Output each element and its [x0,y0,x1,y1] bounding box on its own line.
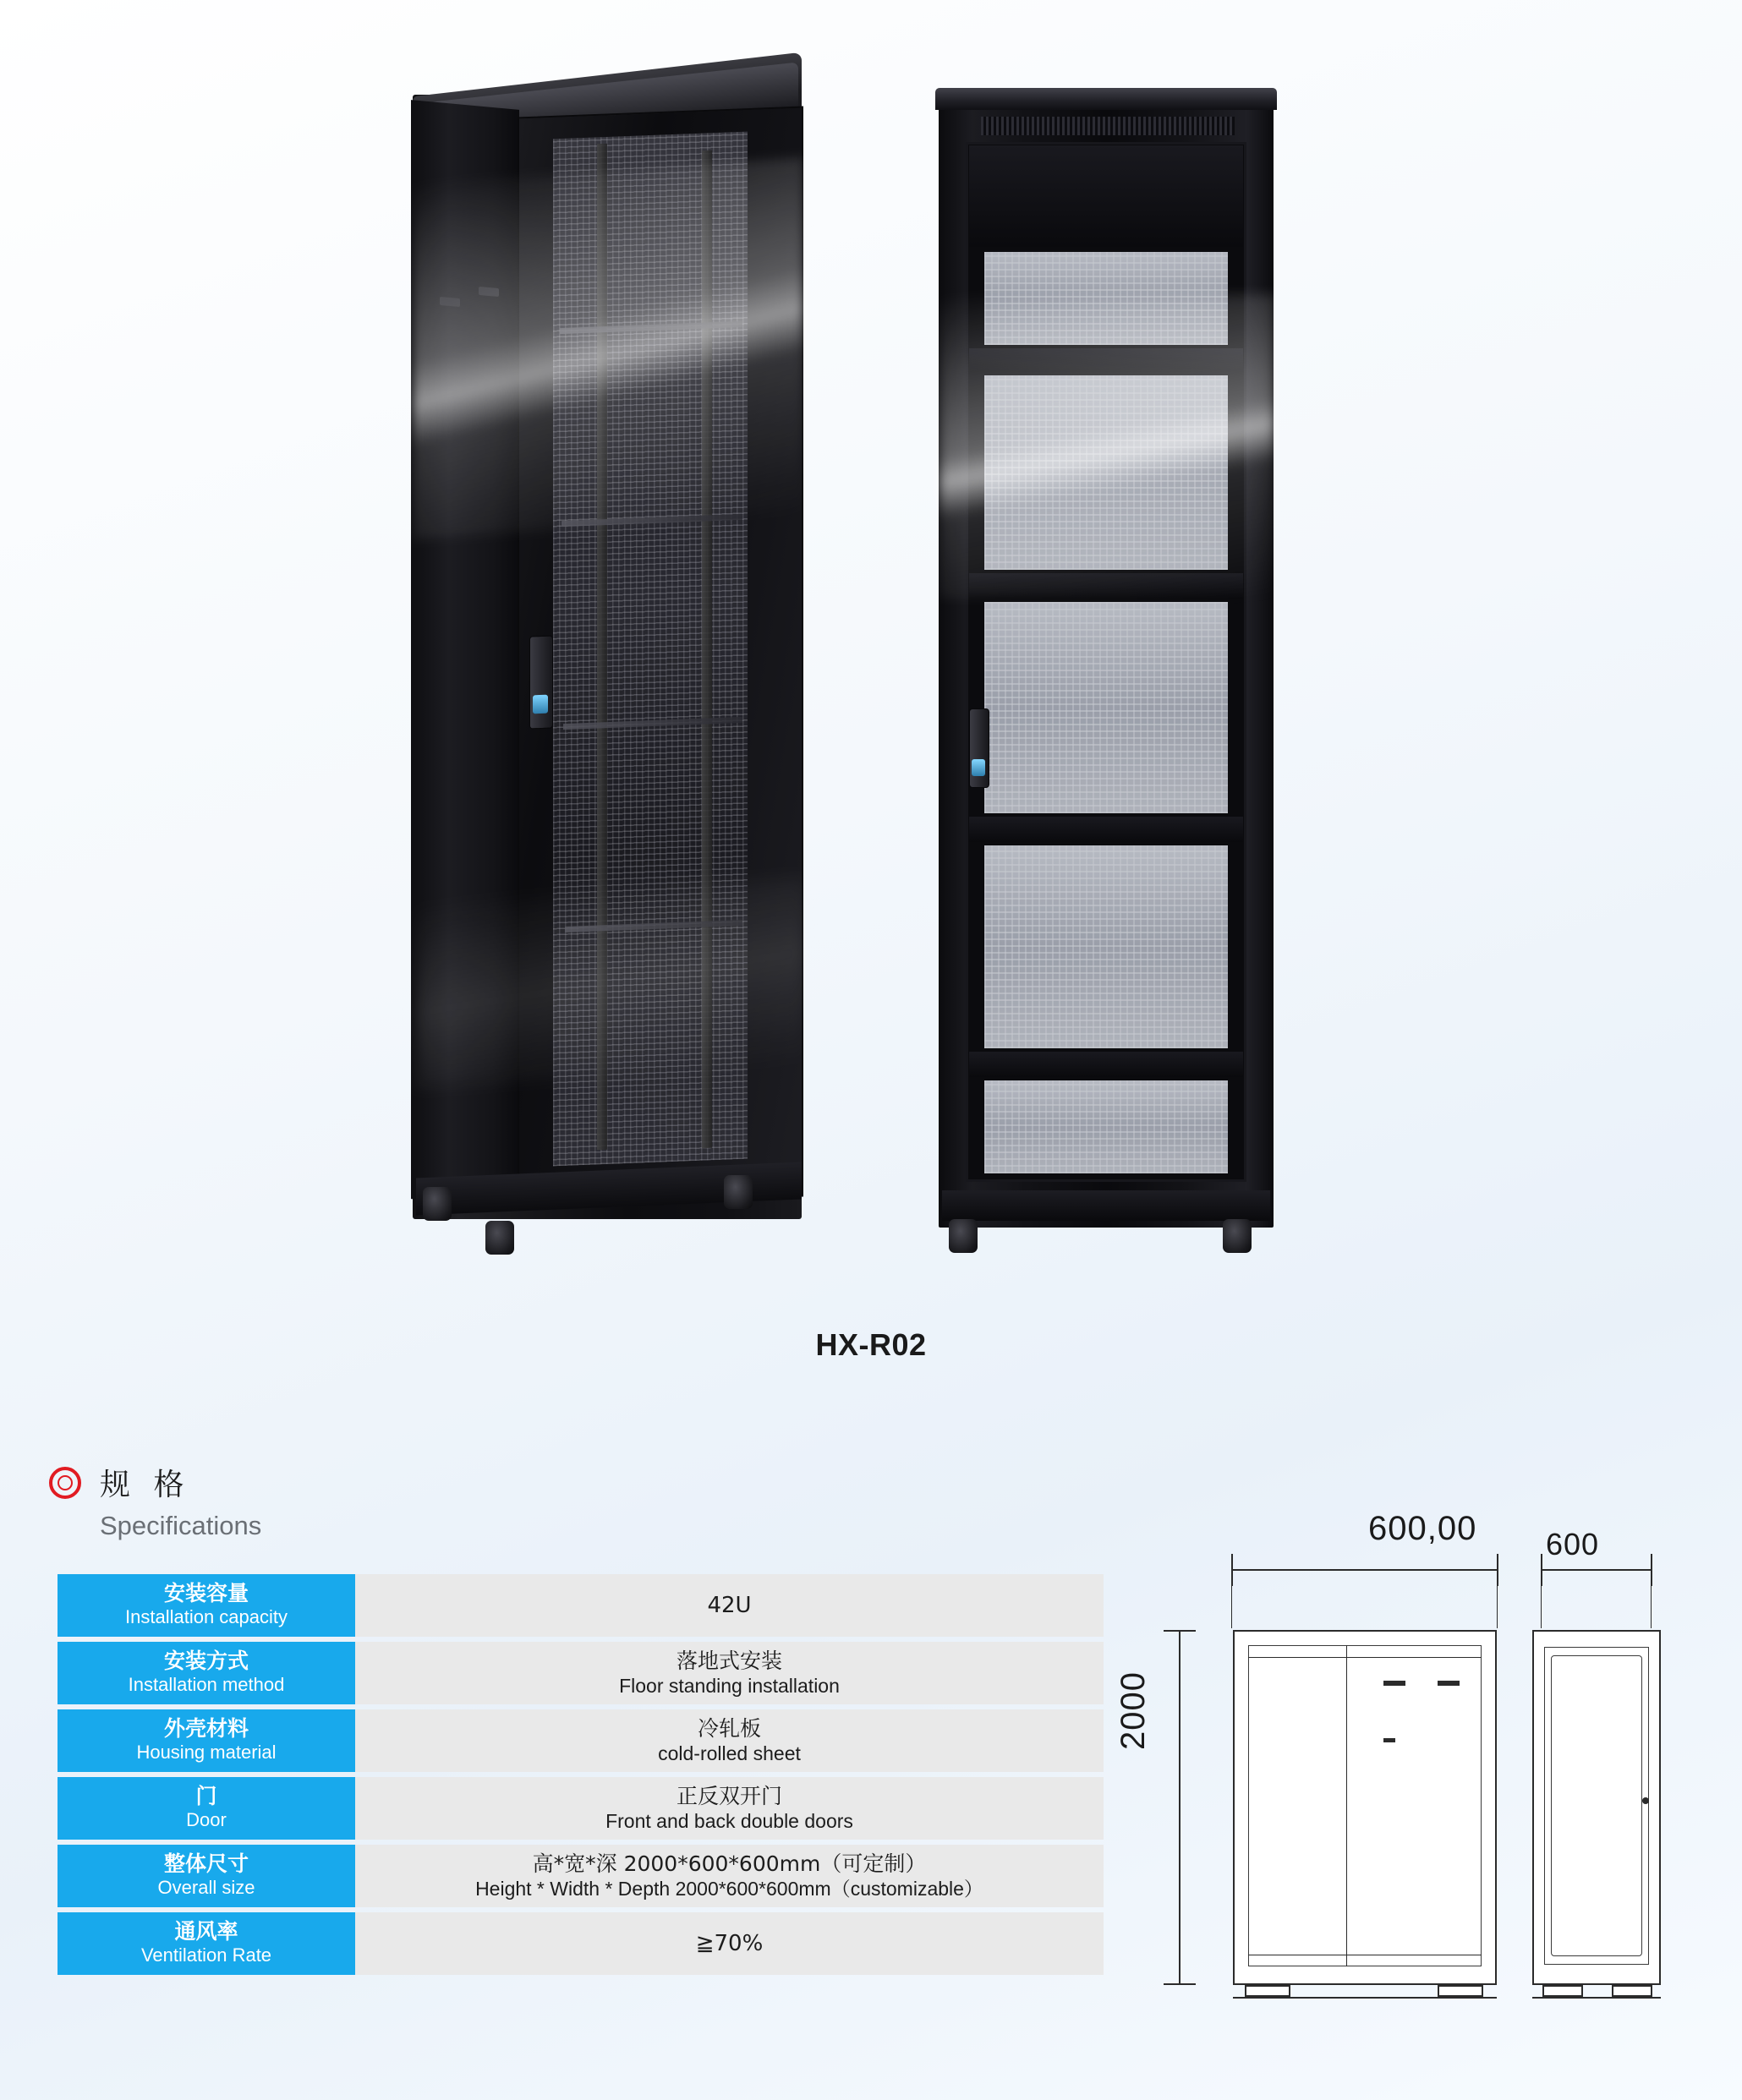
dimension-tick [1541,1554,1542,1586]
drawing-detail-line [1248,1657,1482,1658]
cabinet-perforated-panel [984,375,1228,570]
drawing-foot [1542,1985,1583,1997]
spec-value-cell [355,1709,1104,1772]
product-model-label: HX-R02 [815,1327,927,1362]
cabinet-perforated-panel [984,1080,1228,1173]
spec-value-cell [355,1574,1104,1637]
extension-line [1497,1586,1498,1628]
spec-value-en: Height * Width * Depth 2000*600*600mm（customizable） [475,1877,983,1900]
spec-value-cell [355,1845,1104,1907]
dimension-label-height: 2000 [1115,1671,1152,1750]
specifications-heading [49,1461,810,1541]
cabinet-vent-slot [440,297,460,307]
cabinet-caster [724,1175,753,1209]
spec-label-en: Housing material [136,1742,277,1764]
spec-title-en: Specifications [100,1511,262,1540]
extension-line [1541,1586,1542,1628]
spec-label-cell [58,1777,355,1840]
spec-label-en: Installation method [128,1674,285,1696]
spec-value-cn: 高*宽*深 2000*600*600mm（可定制） [532,1851,927,1876]
dimension-line-top [1541,1569,1652,1571]
drawing-ground-line [1233,1997,1497,1999]
cabinet-dark-band [969,1052,1243,1077]
cabinet-perforated-panel [984,252,1228,345]
spec-value-en: Floor standing installation [619,1674,840,1697]
spec-title-cn: 规 格 [100,1468,191,1502]
drawing-mount-detail [1383,1681,1405,1686]
cabinet-perforated-panel [984,602,1228,813]
spec-value-en: Front and back double doors [605,1809,853,1832]
spec-label-en: Overall size [157,1877,255,1899]
spec-label-cell [58,1912,355,1975]
spec-value-cell [355,1642,1104,1704]
spec-label-en: Installation capacity [125,1606,288,1628]
spec-label-cn: 整体尺寸 [163,1851,249,1877]
spec-value-cn: ≧70% [695,1931,764,1956]
product-image-perspective [379,44,852,1261]
dimension-tick [1497,1554,1498,1586]
spec-value-en: cold-rolled sheet [658,1742,801,1764]
dimension-label-side-width: 600,00 [1368,1510,1477,1547]
table-row [58,1845,1104,1907]
spec-label-cn: 安装方式 [163,1649,249,1674]
spec-label-cell [58,1642,355,1704]
specifications-table [58,1569,1104,1980]
drawing-mount-detail [1383,1738,1395,1742]
spec-value-cell [355,1912,1104,1975]
dimension-label-front-width: 600 [1546,1527,1600,1561]
cabinet-caster [1223,1219,1252,1253]
spec-label-cn: 门 [195,1784,217,1809]
table-row [58,1709,1104,1772]
spec-value-cn: 落地式安装 [676,1648,782,1673]
drawing-mount-detail [1438,1681,1460,1686]
drawing-foot [1612,1985,1652,1997]
cabinet-dark-band [969,817,1243,842]
cabinet-gloss-reflection [416,876,805,1089]
spec-value-cell [355,1777,1104,1840]
drawing-side-view-inner [1248,1645,1482,1966]
drawing-foot [1245,1985,1290,1997]
cabinet-caster [949,1219,978,1253]
cabinet-base [942,1190,1270,1221]
dimension-tick [1651,1554,1652,1586]
drawing-detail-line [1346,1645,1347,1966]
spec-label-en: Ventilation Rate [140,1944,272,1966]
spec-value-cn: 正反双开门 [676,1783,782,1808]
drawing-foot [1438,1985,1483,1997]
cabinet-door-handle [529,635,553,729]
spec-label-cell [58,1709,355,1772]
spec-value-cn: 冷轧板 [697,1715,761,1741]
table-row [58,1574,1104,1637]
drawing-front-view-panel [1551,1655,1642,1956]
dimension-line-top [1231,1569,1498,1571]
target-circle-icon [49,1467,81,1499]
product-image-front [930,83,1285,1266]
table-row [58,1777,1104,1840]
cabinet-caster [423,1187,452,1221]
spec-value-cn: 42U [707,1593,752,1618]
cabinet-perforated-panel [984,845,1228,1048]
cabinet-caster [485,1221,514,1255]
cabinet-vent-slot [479,287,499,297]
cabinet-top-panel [935,88,1277,110]
cabinet-dark-band [969,348,1243,372]
dimension-tick [1164,1630,1196,1632]
cabinet-door-lock [533,695,548,714]
table-row [58,1912,1104,1975]
spec-label-cn: 安装容量 [163,1581,249,1606]
spec-label-cn: 外壳材料 [163,1716,249,1742]
cabinet-top-vent [981,117,1235,135]
cabinet-dark-band [969,573,1243,599]
dimension-line-height [1179,1630,1181,1985]
drawing-ground-line [1532,1997,1661,1999]
cabinet-door-lock [972,759,985,776]
drawing-handle-detail [1642,1797,1649,1804]
spec-label-cell [58,1845,355,1907]
extension-line [1231,1586,1232,1628]
cabinet-dark-band [969,145,1243,247]
spec-label-cn: 通风率 [174,1919,238,1944]
spec-label-en: Door [186,1809,227,1831]
spec-label-cell [58,1574,355,1637]
table-row [58,1642,1104,1704]
dimension-tick [1164,1983,1196,1985]
dimension-tick [1231,1554,1233,1586]
extension-line [1651,1586,1652,1628]
